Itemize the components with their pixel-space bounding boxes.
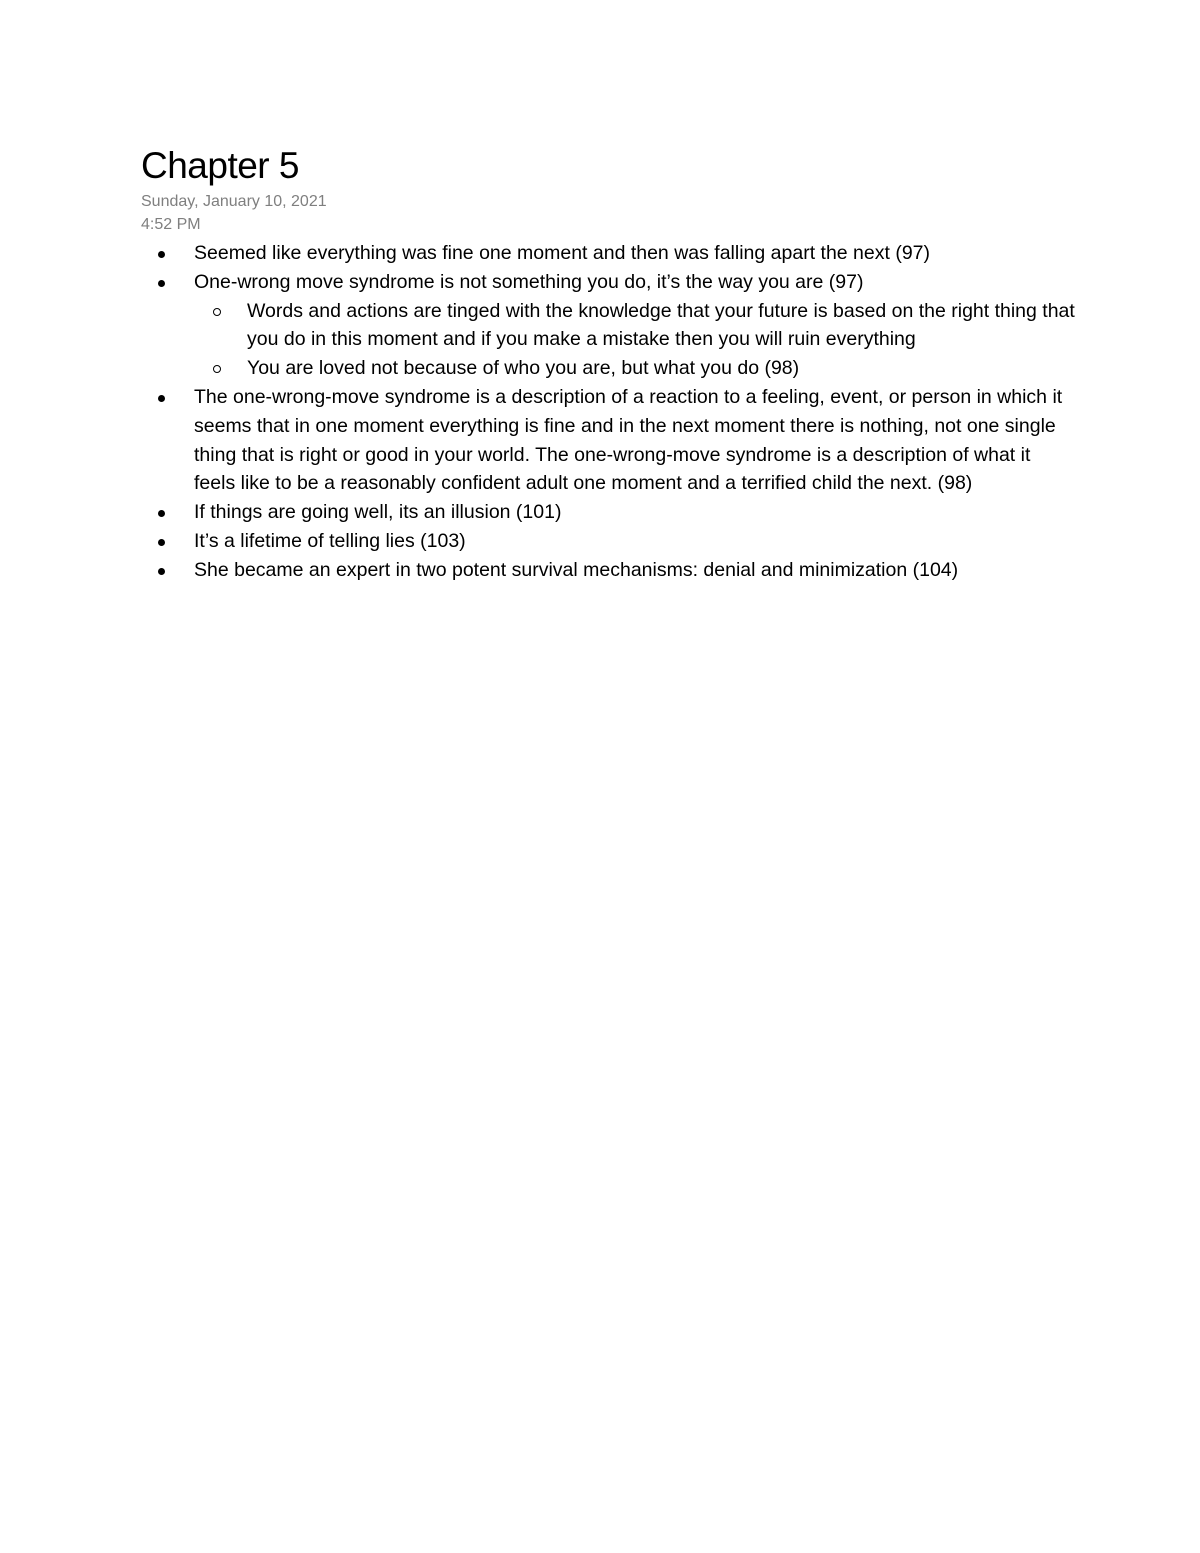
page-title: Chapter 5 xyxy=(141,145,299,186)
sub-bullet-list xyxy=(194,297,1075,383)
hollow-bullet-icon xyxy=(213,308,221,316)
sub-list-item xyxy=(194,297,1075,355)
hollow-bullet-icon xyxy=(213,365,221,373)
note-date: Sunday, January 10, 2021 xyxy=(141,193,327,210)
list-item-text: One-wrong move syndrome is not something you do, it’s the way you are (97) xyxy=(194,270,864,293)
list-item xyxy=(155,556,1075,585)
list-item xyxy=(155,527,1075,556)
list-item-text: Seemed like everything was fine one moment and then was falling apart the next (97) xyxy=(194,242,931,264)
list-item xyxy=(155,383,1075,498)
sub-list-item-text: You are loved not because of who you are, but what you do (98) xyxy=(247,357,800,380)
bullet-list xyxy=(155,239,1075,585)
sub-list-item xyxy=(194,354,1075,383)
bullet-icon xyxy=(158,280,165,287)
bullet-icon xyxy=(158,510,165,517)
bullet-icon xyxy=(158,568,165,575)
bullet-icon xyxy=(158,251,165,258)
list-item-text: The one-wrong-move syndrome is a description of a reaction to a feeling, event, or person in which it seems that in one moment everything is fine and in the next moment there is nothing, not one single thing that is right or good in your world. The one-wrong-move syndrome is a description of what it feels like to be a reasonably confident adult one moment and a terrified child the next. (98) xyxy=(194,385,1063,495)
list-item xyxy=(155,268,1075,383)
note-time: 4:52 PM xyxy=(141,216,201,233)
list-item-text: It’s a lifetime of telling lies (103) xyxy=(194,529,466,552)
list-item-text: If things are going well, its an illusion (101) xyxy=(194,501,562,524)
list-item xyxy=(155,498,1075,527)
bullet-icon xyxy=(158,395,165,402)
list-item-text: She became an expert in two potent survival mechanisms: denial and minimization (104) xyxy=(194,558,959,581)
sub-list-item-text: Words and actions are tinged with the knowledge that your future is based on the right thing that you do in this moment and if you make a mistake then you will ruin everything xyxy=(247,299,1075,351)
bullet-icon xyxy=(158,539,165,546)
list-item xyxy=(155,239,1075,268)
